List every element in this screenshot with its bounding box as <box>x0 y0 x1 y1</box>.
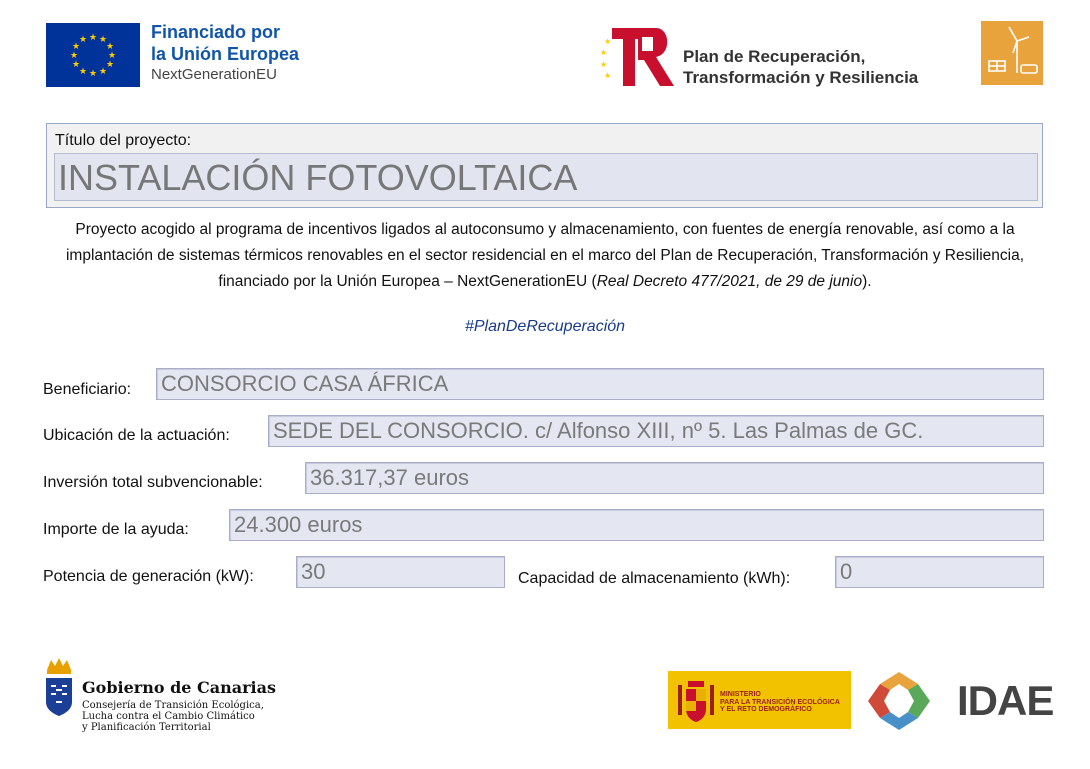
svg-text:★: ★ <box>71 42 81 52</box>
svg-text:★: ★ <box>69 51 79 61</box>
project-title-label: Título del proyecto: <box>55 132 192 149</box>
eu-line-1: Financiado por <box>151 22 281 42</box>
svg-text:★: ★ <box>78 35 88 45</box>
plan-recuperacion-text <box>683 46 918 88</box>
plan-line-1: Plan de Recuperación, <box>683 47 866 66</box>
svg-text:★: ★ <box>98 67 108 77</box>
ayuda-label: Importe de la ayuda: <box>43 521 189 538</box>
svg-text:★: ★ <box>600 60 608 69</box>
canarias-department <box>82 700 264 733</box>
description-text: Proyecto acogido al programa de incentivos ligados al autoconsumo y almacenamiento, con fuentes de energía renovable, así como a la implantación de sistemas térmicos renovables en el sector residencial en el marco del Plan de Recuperación, Transformación y Resiliencia, financiado por la Unión Europea – NextGenerationEU ( <box>65 221 1025 290</box>
canarias-crest-icon <box>44 656 74 716</box>
eu-flag-logo <box>46 23 140 87</box>
svg-text:★: ★ <box>600 48 608 57</box>
beneficiario-label: Beneficiario: <box>43 381 132 398</box>
svg-text:★: ★ <box>604 37 612 46</box>
ministry-line-3: Y EL RETO DEMOGRÁFICO <box>720 706 812 713</box>
inversion-label: Inversión total subvencionable: <box>43 474 263 491</box>
potencia-field[interactable]: 30 <box>296 556 505 588</box>
capacidad-label: Capacidad de almacenamiento (kWh): <box>518 570 791 587</box>
beneficiario-field[interactable]: CONSORCIO CASA ÁFRICA <box>156 368 1044 400</box>
svg-text:★: ★ <box>107 51 117 61</box>
capacidad-field[interactable]: 0 <box>835 556 1044 588</box>
eu-line-2: la Unión Europea <box>151 44 300 64</box>
svg-text:★: ★ <box>88 33 98 43</box>
decree-reference: Real Decreto 477/2021, de 29 de junio <box>596 273 863 290</box>
idae-wordmark: IDAE <box>957 677 1054 724</box>
svg-text:★: ★ <box>98 35 108 45</box>
plan-line-2: Transformación y Resiliencia <box>683 68 919 87</box>
renewable-energy-icon <box>981 21 1043 85</box>
ayuda-field[interactable]: 24.300 euros <box>229 509 1044 541</box>
svg-text:★: ★ <box>105 60 115 70</box>
idae-symbol-icon <box>866 670 932 732</box>
canarias-sub-2: Lucha contra el Cambio Climático <box>82 711 255 722</box>
eu-line-3: NextGenerationEU <box>151 66 277 83</box>
svg-text:★: ★ <box>71 60 81 70</box>
canarias-name: Gobierno de Canarias <box>82 678 277 697</box>
ministry-name <box>720 691 840 714</box>
ministry-line-1: MINISTERIO <box>720 691 761 698</box>
prtr-logo <box>598 24 676 88</box>
potencia-label: Potencia de generación (kW): <box>43 568 254 585</box>
ubicacion-field[interactable]: SEDE DEL CONSORCIO. c/ Alfonso XIII, nº 5. Las Palmas de GC. <box>268 415 1044 447</box>
ubicacion-label: Ubicación de la actuación: <box>43 427 230 444</box>
svg-text:★: ★ <box>604 71 612 80</box>
canarias-sub-1: Consejería de Transición Ecológica, <box>82 700 264 711</box>
spain-coat-of-arms-icon <box>676 675 716 725</box>
ministry-logo <box>668 671 851 729</box>
ministry-line-2: PARA LA TRANSICIÓN ECOLÓGICA <box>720 698 840 706</box>
eu-funding-text <box>151 21 299 85</box>
hashtag-plan: #PlanDeRecuperación <box>464 318 626 335</box>
project-title-field[interactable]: INSTALACIÓN FOTOVOLTAICA <box>54 153 1038 201</box>
inversion-field[interactable]: 36.317,37 euros <box>305 462 1044 494</box>
canarias-sub-3: y Planificación Territorial <box>82 722 211 733</box>
svg-text:★: ★ <box>105 42 115 52</box>
svg-text:★: ★ <box>78 67 88 77</box>
eu-stars-icon <box>46 23 140 87</box>
description-tail: ). <box>862 273 872 290</box>
svg-text:★: ★ <box>88 69 98 79</box>
project-description <box>40 217 1050 295</box>
